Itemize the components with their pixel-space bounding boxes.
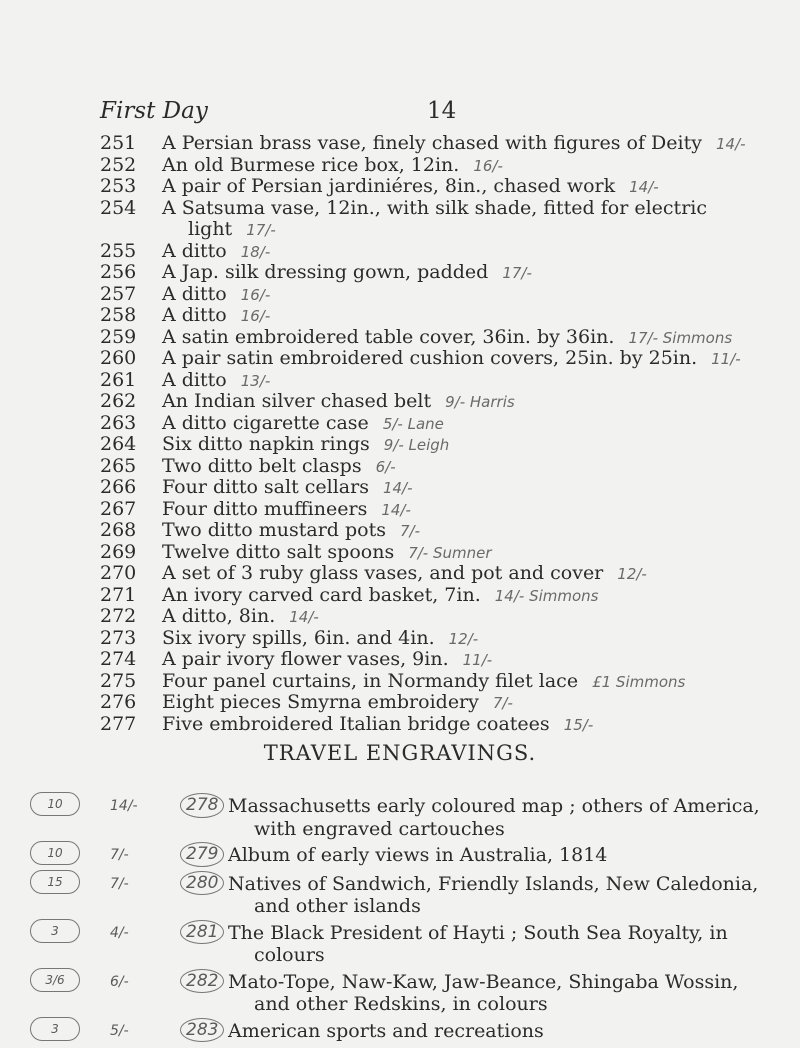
handwritten-note: 17/-: [246, 221, 276, 239]
lot-description: A ditto 18/-: [162, 241, 270, 264]
lot-description: An Indian silver chased belt 9/- Harris: [162, 391, 515, 414]
lot-row: [0, 563, 800, 585]
lot-number: 263: [100, 413, 136, 435]
lot-row: [0, 241, 800, 263]
lot-description: Four ditto salt cellars 14/-: [162, 477, 413, 500]
lot-description: [228, 1020, 788, 1043]
handwritten-note: 9/- Leigh: [384, 436, 450, 454]
handwritten-margin: [30, 922, 225, 944]
handwritten-price: 14/-: [110, 795, 138, 818]
handwritten-note: 9/- Harris: [445, 393, 515, 411]
lot-row: [0, 348, 800, 370]
lot-description: Four ditto muffineers 14/-: [162, 499, 411, 522]
lot-description: Eight pieces Smyrna embroidery 7/-: [162, 692, 513, 715]
lot-description-continued: light 17/-: [162, 219, 707, 242]
handwritten-note: 15/-: [564, 716, 594, 734]
handwritten-note: 12/-: [449, 630, 479, 648]
lot-row: [0, 155, 800, 177]
lot-number: 273: [100, 628, 136, 650]
handwritten-note: 14/-: [383, 479, 413, 497]
lot-row: [0, 542, 800, 564]
lot-description: A Persian brass vase, finely chased with figures of Deity 14/-: [162, 133, 746, 156]
circled-annotation: 3/6: [30, 968, 80, 992]
lot-number: 251: [100, 133, 136, 155]
lot-description: Six ivory spills, 6in. and 4in. 12/-: [162, 628, 478, 651]
lot-description: A satin embroidered table cover, 36in. by 36in. 17/- Simmons: [162, 327, 732, 350]
lot-row: [0, 606, 800, 628]
lot-row: [0, 391, 800, 413]
handwritten-note: 11/-: [711, 350, 741, 368]
handwritten-note: 16/-: [241, 286, 271, 304]
handwritten-price: 6/-: [110, 971, 129, 994]
lot-description: A ditto 13/-: [162, 370, 270, 393]
lot-row: [0, 692, 800, 714]
lot-row: [0, 499, 800, 521]
lot-row: [0, 649, 800, 671]
lot-description: A pair of Persian jardiniéres, 8in., chased work 14/-: [162, 176, 659, 199]
lot-description: An ivory carved card basket, 7in. 14/- Simmons: [162, 585, 598, 608]
lot-number: 271: [100, 585, 136, 607]
lot-description: Twelve ditto salt spoons 7/- Sumner: [162, 542, 492, 565]
lot-number: 259: [100, 327, 136, 349]
handwritten-note: 12/-: [617, 565, 647, 583]
page-header: [0, 98, 800, 128]
lot-number: 254: [100, 198, 136, 220]
handwritten-note: 14/- Simmons: [495, 587, 599, 605]
lot-number: 262: [100, 391, 136, 413]
lot-row: [0, 628, 800, 650]
handwritten-note: 17/- Simmons: [628, 329, 732, 347]
lot-number: 270: [100, 563, 136, 585]
handwritten-note: 7/-: [400, 522, 420, 540]
day-title: First Day: [100, 98, 208, 124]
lot-row: [0, 714, 800, 736]
lot-description: [228, 971, 788, 1016]
lot-description-continued: and other islands: [228, 895, 788, 918]
page-number: 14: [427, 98, 456, 124]
lot-number: 274: [100, 649, 136, 671]
handwritten-note: 7/-: [493, 694, 513, 712]
lot-number: 258: [100, 305, 136, 327]
lot-row: [0, 413, 800, 435]
lot-description: An old Burmese rice box, 12in. 16/-: [162, 155, 503, 178]
lot-number: 272: [100, 606, 136, 628]
lot-number: 275: [100, 671, 136, 693]
travel-row: [0, 971, 800, 1020]
lot-number: 256: [100, 262, 136, 284]
travel-list: [0, 795, 800, 1048]
handwritten-note: 18/-: [241, 243, 271, 261]
lot-list: [0, 133, 800, 735]
lot-row: [0, 520, 800, 542]
lot-description-line: Mato-Tope, Naw-Kaw, Jaw-Beance, Shingaba Wossin,: [228, 971, 738, 993]
lot-description: A ditto, 8in. 14/-: [162, 606, 319, 629]
lot-description-line: Album of early views in Australia, 1814: [228, 844, 607, 866]
travel-row: [0, 1020, 800, 1048]
lot-description: [228, 873, 788, 918]
handwritten-margin: [30, 1020, 225, 1042]
lot-number: 276: [100, 692, 136, 714]
circled-annotation: 15: [30, 870, 80, 894]
travel-row: [0, 844, 800, 873]
lot-description: Six ditto napkin rings 9/- Leigh: [162, 434, 449, 457]
lot-number: 261: [100, 370, 136, 392]
travel-row: [0, 795, 800, 844]
handwritten-note: 5/- Lane: [383, 415, 444, 433]
handwritten-note: 14/-: [381, 501, 411, 519]
lot-description: A pair satin embroidered cushion covers, 25in. by 25in. 11/-: [162, 348, 741, 371]
handwritten-price: 7/-: [110, 844, 129, 867]
handwritten-note: 6/-: [376, 458, 396, 476]
handwritten-note: 14/-: [629, 178, 659, 196]
lot-number: 264: [100, 434, 136, 456]
lot-description-line: Massachusetts early coloured map ; others of America,: [228, 795, 760, 817]
handwritten-note: 16/-: [241, 307, 271, 325]
section-title: TRAVEL ENGRAVINGS.: [0, 741, 800, 765]
lot-description: A Jap. silk dressing gown, padded 17/-: [162, 262, 532, 285]
lot-number: 255: [100, 241, 136, 263]
handwritten-margin: [30, 844, 225, 866]
lot-description-line: Natives of Sandwich, Friendly Islands, New Caledonia,: [228, 873, 758, 895]
circled-annotation: 10: [30, 792, 80, 816]
lot-description: [228, 844, 788, 867]
lot-row: [0, 456, 800, 478]
handwritten-note: 13/-: [241, 372, 271, 390]
travel-row: [0, 922, 800, 971]
lot-row: [0, 585, 800, 607]
lot-row: [0, 262, 800, 284]
lot-row: [0, 477, 800, 499]
lot-number: 278: [180, 793, 224, 818]
lot-description: Five embroidered Italian bridge coatees 15/-: [162, 714, 593, 737]
lot-row: [0, 176, 800, 198]
lot-description-line: The Black President of Hayti ; South Sea Royalty, in: [228, 922, 728, 944]
lot-number: 257: [100, 284, 136, 306]
lot-number: 267: [100, 499, 136, 521]
lot-description: A Satsuma vase, 12in., with silk shade, fitted for electric light 17/-: [162, 198, 707, 242]
lot-number: 282: [180, 969, 224, 994]
lot-description-continued: with engraved cartouches: [228, 818, 788, 841]
lot-row: [0, 305, 800, 327]
lot-row: [0, 434, 800, 456]
lot-description: Two ditto mustard pots 7/-: [162, 520, 420, 543]
lot-description: Two ditto belt clasps 6/-: [162, 456, 396, 479]
lot-row: [0, 671, 800, 693]
circled-annotation: 10: [30, 841, 80, 865]
circled-annotation: 3: [30, 919, 80, 943]
handwritten-note: 14/-: [716, 135, 746, 153]
handwritten-note: 11/-: [463, 651, 493, 669]
lot-description-continued: and other Redskins, in colours: [228, 993, 788, 1016]
lot-number: 253: [100, 176, 136, 198]
lot-row: [0, 327, 800, 349]
handwritten-price: 5/-: [110, 1020, 129, 1043]
lot-row: [0, 370, 800, 392]
lot-number: 279: [180, 842, 224, 867]
handwritten-price: 4/-: [110, 922, 129, 945]
lot-row: [0, 133, 800, 155]
lot-row: [0, 284, 800, 306]
lot-description-line: American sports and recreations: [228, 1020, 544, 1042]
lot-number: 260: [100, 348, 136, 370]
lot-description: A ditto 16/-: [162, 305, 270, 328]
lot-description: A ditto cigarette case 5/- Lane: [162, 413, 444, 436]
lot-description: [228, 922, 788, 967]
lot-description: A pair ivory flower vases, 9in. 11/-: [162, 649, 492, 672]
lot-number: 280: [180, 871, 224, 896]
lot-description: A set of 3 ruby glass vases, and pot and cover 12/-: [162, 563, 647, 586]
lot-number: 252: [100, 155, 136, 177]
handwritten-price: 7/-: [110, 873, 129, 896]
lot-number: 266: [100, 477, 136, 499]
handwritten-note: £1 Simmons: [592, 673, 685, 691]
lot-number: 277: [100, 714, 136, 736]
lot-number: 268: [100, 520, 136, 542]
lot-number: 269: [100, 542, 136, 564]
lot-description: [228, 795, 788, 840]
lot-number: 265: [100, 456, 136, 478]
circled-annotation: 3: [30, 1017, 80, 1041]
handwritten-note: 14/-: [289, 608, 319, 626]
handwritten-margin: [30, 795, 225, 817]
handwritten-note: 7/- Sumner: [408, 544, 491, 562]
lot-description-continued: colours: [228, 944, 788, 967]
lot-number: 281: [180, 920, 224, 945]
travel-row: [0, 873, 800, 922]
handwritten-note: 16/-: [473, 157, 503, 175]
lot-row: [0, 198, 800, 241]
handwritten-margin: [30, 873, 225, 895]
lot-description: A ditto 16/-: [162, 284, 270, 307]
handwritten-margin: [30, 971, 225, 993]
lot-description: Four panel curtains, in Normandy filet lace £1 Simmons: [162, 671, 685, 694]
handwritten-note: 17/-: [502, 264, 532, 282]
lot-number: 283: [180, 1018, 224, 1043]
